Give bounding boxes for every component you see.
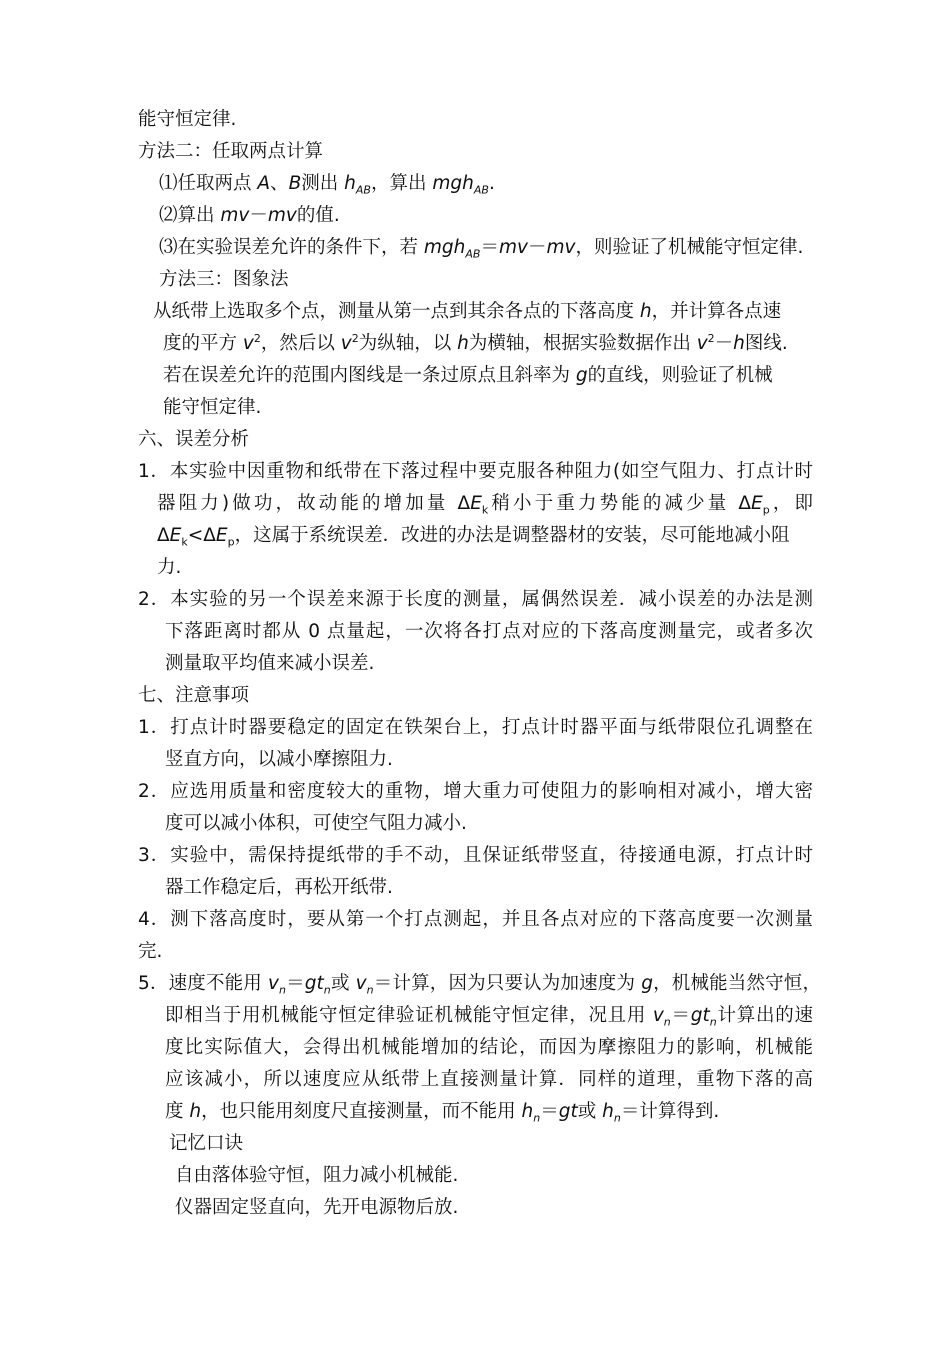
text-run: n (613, 1111, 621, 1125)
text-run: p (227, 535, 235, 549)
text-run: 即相当于用机械能守恒定律验证机械能守恒定律，况且用 (165, 1005, 653, 1026)
text-run: 的直线，则验证了机械 (587, 365, 773, 386)
text-run: n (709, 1015, 717, 1029)
text-run: <Δ (187, 525, 216, 546)
text-run: ，也只能用刻度尺直接测量，而不能用 (201, 1101, 522, 1122)
text-run: A (257, 173, 271, 194)
text-run: mv (546, 237, 576, 258)
text-run: B (288, 173, 302, 194)
text-run: n (323, 983, 331, 997)
text-run: E (169, 525, 182, 546)
text-run: gt (558, 1101, 578, 1122)
text-line (153, 300, 781, 324)
text-run: E (470, 493, 482, 514)
text-run: n (533, 1111, 541, 1125)
section-heading (169, 1132, 243, 1156)
text-run: p (762, 503, 770, 517)
text-line (165, 748, 393, 772)
text-run: ⑵算出 (159, 205, 221, 226)
line-text: 器工作稳定后，再松开纸带. (165, 877, 393, 898)
text-run: 测出 (301, 173, 345, 194)
line-text: 测量取平均值来减小误差. (165, 653, 375, 674)
text-run: E (751, 493, 763, 514)
text-run: 或 (330, 973, 356, 994)
text-run: h (457, 333, 469, 354)
text-run: － (714, 333, 734, 354)
text-run: AB (465, 247, 481, 261)
text-run: h (189, 1101, 202, 1122)
line-text: 能守恒定律. (138, 109, 237, 130)
section-heading (159, 268, 289, 292)
text-run: ＝计算得到. (620, 1101, 720, 1122)
text-line (165, 812, 467, 836)
text-run: v (696, 333, 708, 354)
line-text: 1．打点计时器要稳定的固定在铁架台上，打点计时器平面与纸带限位孔调整在 (138, 717, 813, 738)
text-run: 、 (270, 173, 289, 194)
text-line (138, 588, 813, 612)
text-run: － (527, 237, 547, 258)
text-run: h (733, 333, 745, 354)
text-line (138, 780, 813, 804)
text-line (159, 204, 340, 228)
text-run: gt (304, 973, 324, 994)
line-text: 度可以减小体积，可使空气阻力减小. (165, 813, 467, 834)
text-line (165, 652, 374, 676)
text-run: ，然后以 (260, 333, 341, 354)
text-run: AB (355, 183, 371, 197)
text-line (165, 620, 813, 644)
text-run: mv (267, 205, 297, 226)
line-text: 应该减小，所以速度应从纸带上直接测量计算．同样的道理，重物下落的高 (165, 1069, 813, 1090)
text-run: g (641, 973, 653, 994)
text-run: . (488, 173, 495, 194)
text-run: ，则验证了机械能守恒定律. (575, 237, 804, 258)
text-line (163, 364, 773, 388)
text-run: ，算出 (370, 173, 433, 194)
line-text: 完. (138, 941, 163, 962)
line-text: 2．应选用质量和密度较大的重物，增大重力可使阻力的影响相对减小，增大密 (138, 781, 813, 802)
text-line (175, 1196, 458, 1220)
text-run: AB (473, 183, 489, 197)
line-text: 3．实验中，需保持提纸带的手不动，且保证纸带竖直，待接通电源，打点计时 (138, 845, 813, 866)
text-line (138, 460, 813, 484)
text-line (157, 492, 813, 516)
text-run: ＝ (540, 1101, 559, 1122)
line-text: 度比实际值大，会得出机械能增加的结论，而因为摩擦阻力的影响，机械能 (165, 1037, 813, 1058)
text-run: 图线. (744, 333, 788, 354)
line-text: 竖直方向，以减小摩擦阻力. (165, 749, 393, 770)
text-line (165, 1004, 813, 1028)
text-run: 稍小于重力势能的减少量 Δ (488, 493, 752, 514)
text-run: k (181, 535, 188, 549)
text-run: ，并计算各点速 (651, 301, 782, 322)
text-run: 度 (165, 1101, 190, 1122)
text-run: ＝ (285, 973, 305, 994)
line-text: 方法二：任取两点计算 (138, 141, 324, 162)
text-run: Δ (157, 525, 170, 546)
line-text: 方法三：图象法 (159, 269, 289, 290)
text-run: ＝ (480, 237, 499, 258)
line-text: 仪器固定竖直向，先开电源物后放. (175, 1197, 459, 1218)
text-run: h (639, 301, 652, 322)
text-line (157, 524, 790, 548)
text-run: v (355, 973, 367, 994)
text-run: 为横轴，根据实验数据作出 (468, 333, 697, 354)
text-run: ，这属于系统误差．改进的办法是调整器材的安装，尽可能地减小阻 (234, 525, 790, 546)
text-run: ＝计算，因为只要认为加速度为 (373, 973, 642, 994)
section-heading (138, 140, 323, 164)
text-run: 或 (577, 1101, 603, 1122)
text-run: mgh (432, 173, 474, 194)
text-run: mv (220, 205, 250, 226)
text-line (165, 1036, 813, 1060)
text-run: h (344, 173, 356, 194)
line-text: 力. (157, 557, 182, 578)
text-line (138, 108, 236, 132)
text-run: ＝ (670, 1005, 691, 1026)
text-run: h (521, 1101, 534, 1122)
text-run: v (340, 333, 352, 354)
section-heading (138, 428, 249, 452)
text-line (138, 972, 821, 996)
text-run: 器阻力)做功，故动能的增加量 Δ (157, 493, 471, 514)
text-run: h (602, 1101, 614, 1122)
text-run: ，即 (769, 493, 813, 514)
line-text: 1．本实验中因重物和纸带在下落过程中要克服各种阻力(如空气阻力、打点计时 (138, 461, 813, 482)
section-heading (138, 684, 249, 708)
line-text: 自由落体验守恒，阻力减小机械能. (175, 1165, 459, 1186)
line-text: 记忆口诀 (169, 1133, 244, 1154)
text-run: 从纸带上选取多个点，测量从第一点到其余各点的下落高度 (153, 301, 640, 322)
text-run: n (366, 983, 374, 997)
line-text: 能守恒定律. (163, 397, 262, 418)
text-run: v (268, 973, 279, 994)
text-run: － (249, 205, 268, 226)
text-run: 度的平方 (163, 333, 243, 354)
line-text: 六、误差分析 (138, 429, 250, 450)
line-text: 4．测下落高度时，要从第一个打点测起，并且各点对应的下落高度要一次测量 (138, 909, 813, 930)
text-run: g (575, 365, 588, 386)
text-line (159, 236, 803, 260)
text-line (175, 1164, 458, 1188)
text-line (138, 940, 162, 964)
text-run: 5．速度不能用 (138, 973, 269, 994)
text-run: E (215, 525, 228, 546)
text-line (138, 844, 813, 868)
text-run: 2 (253, 331, 261, 345)
text-run: 2 (351, 331, 359, 345)
text-run: ，机械能当然守恒， (652, 973, 821, 994)
text-line (165, 1100, 719, 1124)
text-line (159, 172, 495, 196)
text-line (157, 556, 181, 580)
text-run: 若在误差允许的范围内图线是一条过原点且斜率为 (163, 365, 576, 386)
text-run: v (242, 333, 254, 354)
text-run: n (278, 983, 286, 997)
text-run: 的值. (296, 205, 340, 226)
text-line (138, 716, 813, 740)
line-text: 七、注意事项 (138, 685, 250, 706)
text-run: gt (690, 1005, 710, 1026)
line-text: 下落距离时都从 0 点量起，一次将各打点对应的下落高度测量完，或者多次 (165, 621, 813, 642)
text-line (165, 876, 393, 900)
text-line (138, 908, 813, 932)
text-line (163, 396, 261, 420)
text-run: 为纵轴，以 (358, 333, 458, 354)
text-run: ⑶在实验误差允许的条件下，若 (159, 237, 424, 258)
text-run: k (481, 503, 489, 517)
text-run: mgh (423, 237, 466, 258)
text-run: v (652, 1005, 664, 1026)
text-run: mv (498, 237, 528, 258)
text-line (165, 1068, 813, 1092)
text-run: 计算出的速 (716, 1005, 813, 1026)
text-run: 2 (707, 331, 715, 345)
text-line (163, 332, 788, 356)
text-run: ⑴任取两点 (159, 173, 258, 194)
line-text: 2．本实验的另一个误差来源于长度的测量，属偶然误差．减小误差的办法是测 (138, 589, 813, 610)
text-run: n (663, 1015, 671, 1029)
